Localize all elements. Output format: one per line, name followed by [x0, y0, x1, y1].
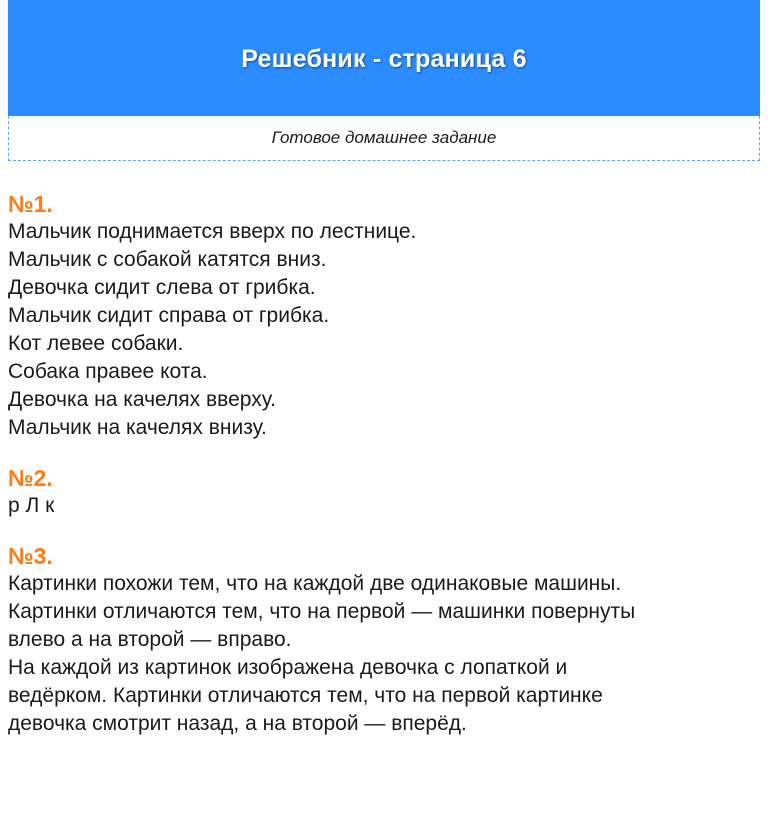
page-subtitle-bar: [8, 116, 760, 161]
task-number: №3.: [8, 543, 53, 569]
answer-line: девочка смотрит назад, а на второй — вперёд.: [8, 712, 467, 735]
answer-line: На каждой из картинок изображена девочка с лопаткой и: [8, 656, 568, 679]
answer-line: Мальчик с собакой катятся вниз.: [8, 248, 327, 271]
task-answer: [8, 492, 763, 520]
task-2: [8, 464, 763, 520]
task-answer: [8, 218, 763, 442]
answer-line: Картинки отличаются тем, что на первой — машинки повернуты: [8, 600, 636, 623]
answer-line: р Л к: [8, 494, 55, 517]
page-header: [8, 0, 760, 116]
answer-line: Мальчик сидит справа от грибка.: [8, 304, 330, 327]
answer-line: Мальчик поднимается вверх по лестнице.: [8, 220, 417, 243]
task-number: №2.: [8, 465, 53, 491]
task-3: [8, 542, 763, 738]
task-1: [8, 190, 763, 442]
solutions-content: [8, 190, 763, 760]
answer-line: Девочка на качелях вверху.: [8, 388, 276, 411]
answer-line: ведёрком. Картинки отличаются тем, что на первой картинке: [8, 684, 603, 707]
answer-line: Девочка сидит слева от грибка.: [8, 276, 316, 299]
answer-line: Кот левее собаки.: [8, 332, 184, 355]
answer-line: Собака правее кота.: [8, 360, 208, 383]
page-subtitle: Готовое домашнее задание: [271, 128, 497, 147]
answer-line: Мальчик на качелях внизу.: [8, 416, 267, 439]
task-number: №1.: [8, 191, 53, 217]
task-answer: [8, 570, 763, 738]
answer-line: влево а на второй — вправо.: [8, 628, 292, 651]
page-title: Решебник - страница 6: [241, 44, 527, 73]
answer-line: Картинки похожи тем, что на каждой две одинаковые машины.: [8, 572, 622, 595]
